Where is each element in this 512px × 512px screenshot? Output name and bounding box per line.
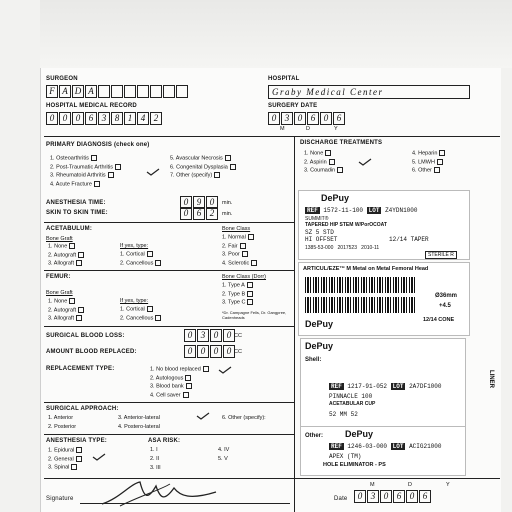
record-field[interactable] bbox=[46, 112, 163, 125]
stem-lot2: 2017523 bbox=[337, 245, 357, 251]
skin-unit: min. bbox=[222, 211, 233, 217]
skin-time-box[interactable]: 0 bbox=[180, 207, 192, 220]
blood-loss-label: SURGICAL BLOOD LOSS: bbox=[46, 333, 125, 339]
liner-lot: ACIG21000 bbox=[409, 443, 442, 450]
checkbox[interactable] bbox=[76, 315, 82, 321]
head-size: Ø36mm bbox=[435, 293, 458, 299]
stem-desc1: SUMMIT® bbox=[305, 216, 329, 222]
diagnosis-item-label: 3. Rheumatoid Arthritis bbox=[50, 172, 106, 179]
stem-lot: Z4YDN1000 bbox=[385, 207, 418, 214]
record-box[interactable]: 0 bbox=[46, 112, 58, 125]
approach-title: SURGICAL APPROACH: bbox=[46, 406, 119, 412]
depuy-logo: DePuy bbox=[305, 341, 334, 351]
check-mark bbox=[92, 453, 106, 461]
record-box[interactable]: 0 bbox=[72, 112, 84, 125]
blood-replaced-label: AMOUNT BLOOD REPLACED: bbox=[46, 349, 137, 355]
surgeon-box[interactable] bbox=[176, 85, 188, 98]
liner-desc2: HOLE ELIMINATOR - PS bbox=[323, 462, 386, 468]
femur-type-item-label: 1. Cortical bbox=[120, 306, 145, 313]
head-taper: 12/14 CONE bbox=[423, 317, 455, 323]
femur-graft-item[interactable] bbox=[48, 298, 84, 307]
shell-lot: 2A7DF1000 bbox=[409, 383, 442, 390]
blood-replaced-unit: CC bbox=[234, 349, 242, 355]
checkbox[interactable] bbox=[240, 243, 246, 249]
replacement-item[interactable] bbox=[150, 392, 209, 401]
surgeon-box[interactable] bbox=[150, 85, 162, 98]
diagnosis-item[interactable] bbox=[50, 172, 121, 181]
blood-replaced-box[interactable]: 0 bbox=[223, 345, 235, 358]
discharge-item-label: 3. Coumadin bbox=[304, 167, 336, 174]
signature-date-box[interactable]: 0 bbox=[406, 490, 418, 503]
surgeon-box[interactable] bbox=[111, 85, 123, 98]
acet-class-list[interactable] bbox=[222, 234, 257, 268]
discharge-item-label: 6. Other bbox=[412, 167, 432, 174]
shell-desc1: PINNACLE 100 bbox=[329, 393, 373, 400]
surgeon-box[interactable]: D bbox=[72, 85, 84, 98]
record-box[interactable]: 6 bbox=[85, 112, 97, 125]
diagnosis-list-right[interactable] bbox=[170, 155, 236, 181]
sticker-head bbox=[298, 262, 470, 336]
record-box[interactable]: 2 bbox=[150, 112, 162, 125]
record-box[interactable]: 3 bbox=[98, 112, 110, 125]
acet-class-item[interactable] bbox=[222, 234, 257, 243]
checkbox[interactable] bbox=[69, 298, 75, 304]
record-box[interactable]: 4 bbox=[137, 112, 149, 125]
surgery-date-box[interactable]: 6 bbox=[333, 112, 345, 125]
surgeon-box[interactable]: F bbox=[46, 85, 58, 98]
femur-type-item[interactable] bbox=[120, 315, 161, 324]
checkbox[interactable] bbox=[91, 155, 97, 161]
diagnosis-item-label: 7. Other (specify) bbox=[170, 172, 213, 179]
diagnosis-list-left[interactable] bbox=[50, 155, 121, 189]
date-d: D bbox=[306, 126, 310, 132]
asa-4[interactable]: 4. IV bbox=[218, 447, 230, 453]
signature-date-box[interactable]: 0 bbox=[380, 490, 392, 503]
acet-graft-item-label: 3. Allograft bbox=[48, 260, 74, 267]
signature-date-box[interactable]: 6 bbox=[419, 490, 431, 503]
shell-size: 52 MM 52 bbox=[329, 411, 358, 418]
stem-ref2: 1385-53-000 bbox=[305, 245, 334, 251]
acet-class-item-label: 1. Normal bbox=[222, 234, 246, 241]
skin-time-field[interactable] bbox=[180, 207, 219, 220]
asa-5[interactable]: 5. V bbox=[218, 456, 228, 462]
head-desc: ARTICUL/EZE™ M Metal on Metal Femoral Head bbox=[303, 266, 429, 272]
femur-graft-item-label: 1. None bbox=[48, 298, 68, 305]
date-m: M bbox=[280, 126, 285, 132]
surgery-date-box[interactable]: 0 bbox=[294, 112, 306, 125]
scan-shadow bbox=[40, 0, 512, 68]
diagnosis-title: PRIMARY DIAGNOSIS (check one) bbox=[46, 142, 150, 148]
shell-label: Shell: bbox=[305, 357, 322, 363]
surgeon-box[interactable]: A bbox=[85, 85, 97, 98]
discharge-item[interactable] bbox=[304, 167, 343, 176]
femur-class-item[interactable] bbox=[222, 282, 253, 291]
checkbox[interactable] bbox=[337, 167, 343, 173]
replacement-item-label: 3. Blood bank bbox=[150, 383, 184, 390]
surgery-date-box[interactable]: 3 bbox=[281, 112, 293, 125]
blood-loss-field[interactable] bbox=[184, 329, 236, 342]
divider bbox=[44, 222, 294, 223]
checkbox[interactable] bbox=[185, 375, 191, 381]
blood-loss-unit: CC bbox=[234, 333, 242, 339]
diagnosis-item[interactable] bbox=[50, 181, 121, 190]
checkbox[interactable] bbox=[94, 181, 100, 187]
acet-type-item[interactable] bbox=[120, 260, 161, 269]
checkbox[interactable] bbox=[155, 260, 161, 266]
surgeon-box[interactable] bbox=[137, 85, 149, 98]
checkbox[interactable] bbox=[76, 456, 82, 462]
discharge-item[interactable] bbox=[412, 167, 445, 176]
checkbox[interactable] bbox=[147, 306, 153, 312]
anesthesia-time-label: ANESTHESIA TIME: bbox=[46, 200, 106, 206]
discharge-item[interactable] bbox=[412, 159, 445, 168]
femur-if-yes: If yes, type: bbox=[120, 298, 149, 304]
surgery-date-label: SURGERY DATE bbox=[268, 103, 318, 109]
blood-loss-box[interactable]: 3 bbox=[197, 329, 209, 342]
acet-type-list[interactable] bbox=[120, 251, 161, 268]
femur-graft-item[interactable] bbox=[48, 307, 84, 316]
femur-type-item[interactable] bbox=[120, 306, 161, 315]
femur-class-item[interactable] bbox=[222, 291, 253, 300]
surgery-date-box[interactable]: 6 bbox=[307, 112, 319, 125]
checkbox[interactable] bbox=[329, 159, 335, 165]
anesthesia-type-item-label: 2. General bbox=[48, 455, 74, 462]
approach-other[interactable]: 6. Other (specify): bbox=[222, 415, 266, 421]
discharge-item[interactable] bbox=[412, 150, 445, 159]
approach-2[interactable]: 2. Posterior bbox=[48, 424, 77, 430]
surgery-date-box[interactable]: 0 bbox=[320, 112, 332, 125]
stem-size: SZ 5 STD bbox=[305, 229, 334, 236]
checkbox[interactable] bbox=[247, 291, 253, 297]
surgeon-box[interactable] bbox=[163, 85, 175, 98]
stem-desc2: TAPERED HIP STEM W/PorOCOAT bbox=[305, 222, 387, 228]
diagnosis-item[interactable] bbox=[170, 172, 236, 181]
replacement-item-label: 1. No blood replaced bbox=[150, 366, 201, 373]
sig-date-label: Date bbox=[334, 496, 348, 502]
shell-desc2: ACETABULAR CUP bbox=[329, 401, 376, 407]
acet-bone-class: Bone Class bbox=[222, 226, 251, 232]
sig-date-y: Y bbox=[446, 482, 450, 488]
surgeon-box[interactable] bbox=[98, 85, 110, 98]
discharge-list-left[interactable] bbox=[304, 150, 343, 176]
femur-type-item-label: 2. Cancellous bbox=[120, 314, 154, 321]
discharge-item[interactable] bbox=[304, 150, 343, 159]
checkbox[interactable] bbox=[71, 464, 77, 470]
stem-taper: 12/14 TAPER bbox=[389, 236, 429, 243]
discharge-item-label: 2. Aspirin bbox=[304, 158, 327, 165]
approach-4[interactable]: 4. Postero-lateral bbox=[118, 424, 160, 430]
depuy-logo: DePuy bbox=[345, 429, 374, 439]
checkbox[interactable] bbox=[147, 251, 153, 257]
checkbox[interactable] bbox=[437, 159, 443, 165]
check-mark bbox=[358, 158, 372, 166]
acet-graft-item-label: 2. Autograft bbox=[48, 251, 77, 258]
divider bbox=[44, 402, 294, 403]
signature-date-box[interactable]: 3 bbox=[367, 490, 379, 503]
approach-3[interactable]: 3. Anterior-lateral bbox=[118, 415, 160, 421]
depuy-logo: DePuy bbox=[305, 319, 334, 329]
check-mark bbox=[218, 366, 232, 374]
head-barcode bbox=[305, 277, 415, 293]
checkbox[interactable] bbox=[439, 150, 445, 156]
side-label: LINER bbox=[488, 370, 494, 388]
blood-replaced-box[interactable]: 0 bbox=[210, 345, 222, 358]
discharge-item[interactable] bbox=[304, 159, 343, 168]
femur-bone-class: Bone Class (Dorr) bbox=[222, 274, 267, 280]
stem-ref-row: REF 1572-11-100 LOT Z4YDN1000 bbox=[307, 207, 418, 214]
other-label: Other: bbox=[305, 433, 323, 439]
anesthesia-time-box[interactable]: 0 bbox=[180, 196, 192, 209]
acet-graft-item-label: 1. None bbox=[48, 243, 68, 250]
asa-2[interactable]: 2. II bbox=[150, 456, 160, 462]
femur-class-item-label: 3. Type C bbox=[222, 299, 246, 306]
asa-title: ASA RISK: bbox=[148, 438, 181, 444]
signature-scribble bbox=[100, 478, 220, 508]
surgeon-field[interactable] bbox=[46, 85, 189, 98]
femur-class-item-label: 2. Type B bbox=[222, 290, 246, 297]
checkbox[interactable] bbox=[225, 155, 231, 161]
skin-time-box[interactable]: 2 bbox=[206, 207, 218, 220]
approach-1[interactable]: 1. Anterior bbox=[48, 415, 74, 421]
blood-replaced-field[interactable] bbox=[184, 345, 236, 358]
check-mark bbox=[196, 412, 210, 420]
diagnosis-item-label: 1. Osteoarthritis bbox=[50, 155, 89, 162]
replacement-list[interactable] bbox=[150, 366, 209, 400]
checkbox[interactable] bbox=[434, 167, 440, 173]
checkbox[interactable] bbox=[76, 260, 82, 266]
column-divider bbox=[294, 136, 295, 512]
acet-graft-item[interactable] bbox=[48, 252, 84, 261]
blood-replaced-box[interactable]: 0 bbox=[184, 345, 196, 358]
hospital-label: HOSPITAL bbox=[268, 76, 300, 82]
femur-bone-graft: Bone Graft bbox=[46, 290, 73, 296]
head-offset: +4.5 bbox=[439, 303, 451, 309]
skin-time-box[interactable]: 6 bbox=[193, 207, 205, 220]
acet-class-item[interactable] bbox=[222, 243, 257, 252]
anesthesia-type-list[interactable] bbox=[48, 447, 82, 473]
acet-type-item-label: 2. Cancellous bbox=[120, 259, 154, 266]
stem-offset: HI OFFSET bbox=[305, 236, 338, 243]
blood-loss-box[interactable]: 0 bbox=[210, 329, 222, 342]
discharge-list-right[interactable] bbox=[412, 150, 445, 176]
check-mark bbox=[146, 168, 160, 176]
surgeon-label: SURGEON bbox=[46, 76, 78, 82]
acet-graft-list[interactable] bbox=[48, 243, 84, 269]
asa-1[interactable]: 1. I bbox=[150, 447, 158, 453]
divider bbox=[44, 326, 294, 327]
checkbox[interactable] bbox=[203, 366, 209, 372]
acet-graft-item[interactable] bbox=[48, 260, 84, 269]
shell-ref-row: REF 1217-91-052 LOT 2A7DF1000 bbox=[331, 383, 442, 390]
signature-label: Signature bbox=[46, 496, 74, 502]
blood-loss-box[interactable]: 0 bbox=[223, 329, 235, 342]
checkbox[interactable] bbox=[186, 383, 192, 389]
femur-graft-item-label: 3. Allograft bbox=[48, 315, 74, 322]
checkbox[interactable] bbox=[247, 282, 253, 288]
femur-graft-item[interactable] bbox=[48, 315, 84, 324]
checkbox[interactable] bbox=[230, 164, 236, 170]
femur-class-item-label: 1. Type A bbox=[222, 282, 245, 289]
femur-title: FEMUR: bbox=[46, 274, 71, 280]
femur-class-item[interactable] bbox=[222, 299, 253, 308]
surgery-date-box[interactable]: 0 bbox=[268, 112, 280, 125]
checkbox[interactable] bbox=[248, 234, 254, 240]
depuy-logo: DePuy bbox=[321, 193, 350, 203]
record-box[interactable]: 8 bbox=[111, 112, 123, 125]
anesthesia-type-item-label: 1. Epidural bbox=[48, 447, 75, 454]
diagnosis-item-label: 6. Congenital Dysplasia bbox=[170, 163, 228, 170]
discharge-item-label: 1. None bbox=[304, 150, 324, 157]
acet-class-item-label: 3. Poor bbox=[222, 251, 240, 258]
replacement-item-label: 4. Cell saver bbox=[150, 391, 181, 398]
acet-class-item-label: 4. Sclerotic bbox=[222, 259, 250, 266]
replacement-item-label: 2. Autologous bbox=[150, 374, 184, 381]
checkbox[interactable] bbox=[155, 315, 161, 321]
anesthesia-type-item[interactable] bbox=[48, 464, 82, 473]
signature-date-box[interactable]: 6 bbox=[393, 490, 405, 503]
divider bbox=[44, 434, 294, 435]
liner-desc1: APEX (TM) bbox=[329, 453, 362, 460]
checkbox[interactable] bbox=[115, 164, 121, 170]
femur-class-list[interactable] bbox=[222, 282, 253, 308]
surgeon-box[interactable] bbox=[124, 85, 136, 98]
sig-date-m: M bbox=[370, 482, 375, 488]
acet-bone-graft: Bone Graft bbox=[46, 236, 73, 242]
anesthesia-type-title: ANESTHESIA TYPE: bbox=[46, 438, 107, 444]
asa-3[interactable]: 3. III bbox=[150, 465, 161, 471]
acet-if-yes: If yes, type: bbox=[120, 243, 149, 249]
blood-replaced-box[interactable]: 0 bbox=[197, 345, 209, 358]
discharge-title: DISCHARGE TREATMENTS bbox=[300, 140, 383, 146]
sticker-liner bbox=[300, 426, 466, 476]
diagnosis-item-label: 4. Acute Fracture bbox=[50, 180, 92, 187]
divider bbox=[44, 270, 294, 271]
replacement-item[interactable] bbox=[150, 383, 209, 392]
femur-graft-list[interactable] bbox=[48, 298, 84, 324]
acet-class-item[interactable] bbox=[222, 260, 257, 269]
record-box[interactable]: 1 bbox=[124, 112, 136, 125]
diagnosis-item-label: 2. Post-Traumatic Arthritis bbox=[50, 163, 114, 170]
record-box[interactable]: 0 bbox=[59, 112, 71, 125]
discharge-item-label: 4. Heparin bbox=[412, 150, 438, 157]
liner-ref-row: REF 1246-03-000 LOT ACIG21000 bbox=[331, 443, 442, 450]
liner-ref: 1246-03-000 bbox=[347, 443, 388, 450]
acet-graft-item[interactable] bbox=[48, 243, 84, 252]
stem-sterile: STERILE R bbox=[425, 251, 457, 259]
signature-date-box[interactable]: 0 bbox=[354, 490, 366, 503]
acet-class-item[interactable] bbox=[222, 251, 257, 260]
hospital-field[interactable]: Graby Medical Center bbox=[268, 85, 470, 99]
checkbox[interactable] bbox=[214, 172, 220, 178]
divider bbox=[44, 136, 500, 137]
blood-loss-box[interactable]: 0 bbox=[184, 329, 196, 342]
replacement-label: REPLACEMENT TYPE: bbox=[46, 366, 115, 372]
anesthesia-type-item[interactable] bbox=[48, 456, 82, 465]
checkbox[interactable] bbox=[183, 392, 189, 398]
checkbox[interactable] bbox=[242, 251, 248, 257]
diagnosis-item[interactable] bbox=[50, 155, 121, 164]
checkbox[interactable] bbox=[78, 252, 84, 258]
checkbox[interactable] bbox=[108, 172, 114, 178]
sticker-shell bbox=[300, 338, 466, 434]
skin-time-label: SKIN TO SKIN TIME: bbox=[46, 210, 108, 216]
acetabulum-title: ACETABULUM: bbox=[46, 226, 93, 232]
sticker-stem bbox=[298, 190, 470, 260]
checkbox[interactable] bbox=[69, 243, 75, 249]
checkbox[interactable] bbox=[325, 150, 331, 156]
anesthesia-time-box[interactable]: 0 bbox=[206, 196, 218, 209]
record-label: HOSPITAL MEDICAL RECORD bbox=[46, 103, 137, 109]
femur-type-list[interactable] bbox=[120, 306, 161, 323]
checkbox[interactable] bbox=[247, 299, 253, 305]
replacement-item[interactable] bbox=[150, 366, 209, 375]
checkbox[interactable] bbox=[251, 260, 257, 266]
diagnosis-item-label: 5. Avascular Necrosis bbox=[170, 155, 223, 162]
checkbox[interactable] bbox=[78, 307, 84, 313]
discharge-item-label: 5. LMWH bbox=[412, 158, 435, 165]
anesthesia-time-box[interactable]: 9 bbox=[193, 196, 205, 209]
acet-type-item-label: 1. Cortical bbox=[120, 251, 145, 258]
date-y: Y bbox=[334, 126, 338, 132]
diagnosis-item[interactable] bbox=[170, 164, 236, 173]
checkbox[interactable] bbox=[76, 447, 82, 453]
stem-exp: 2010-11 bbox=[361, 245, 380, 251]
femur-note: *Dr. Campagne Fells, Dr. Gangpree, Cadenheads bbox=[222, 310, 287, 320]
signature-date-field[interactable] bbox=[354, 490, 432, 503]
acet-type-item[interactable] bbox=[120, 251, 161, 260]
anesthesia-type-item-label: 3. Spinal bbox=[48, 464, 70, 471]
diagnosis-item[interactable] bbox=[170, 155, 236, 164]
sig-date-d: D bbox=[408, 482, 412, 488]
stem-ref: 1572-11-100 bbox=[323, 207, 364, 214]
stem-ref2-row bbox=[305, 245, 379, 251]
acet-class-item-label: 2. Fair bbox=[222, 242, 238, 249]
anesthesia-type-item[interactable] bbox=[48, 447, 82, 456]
femur-graft-item-label: 2. Autograft bbox=[48, 306, 77, 313]
shell-ref: 1217-91-052 bbox=[347, 383, 388, 390]
head-barcode-2 bbox=[305, 297, 415, 313]
anesthesia-unit: min. bbox=[222, 200, 233, 206]
surgeon-box[interactable]: A bbox=[59, 85, 71, 98]
surgery-date-field[interactable] bbox=[268, 112, 346, 125]
diagnosis-item[interactable] bbox=[50, 164, 121, 173]
replacement-item[interactable] bbox=[150, 375, 209, 384]
